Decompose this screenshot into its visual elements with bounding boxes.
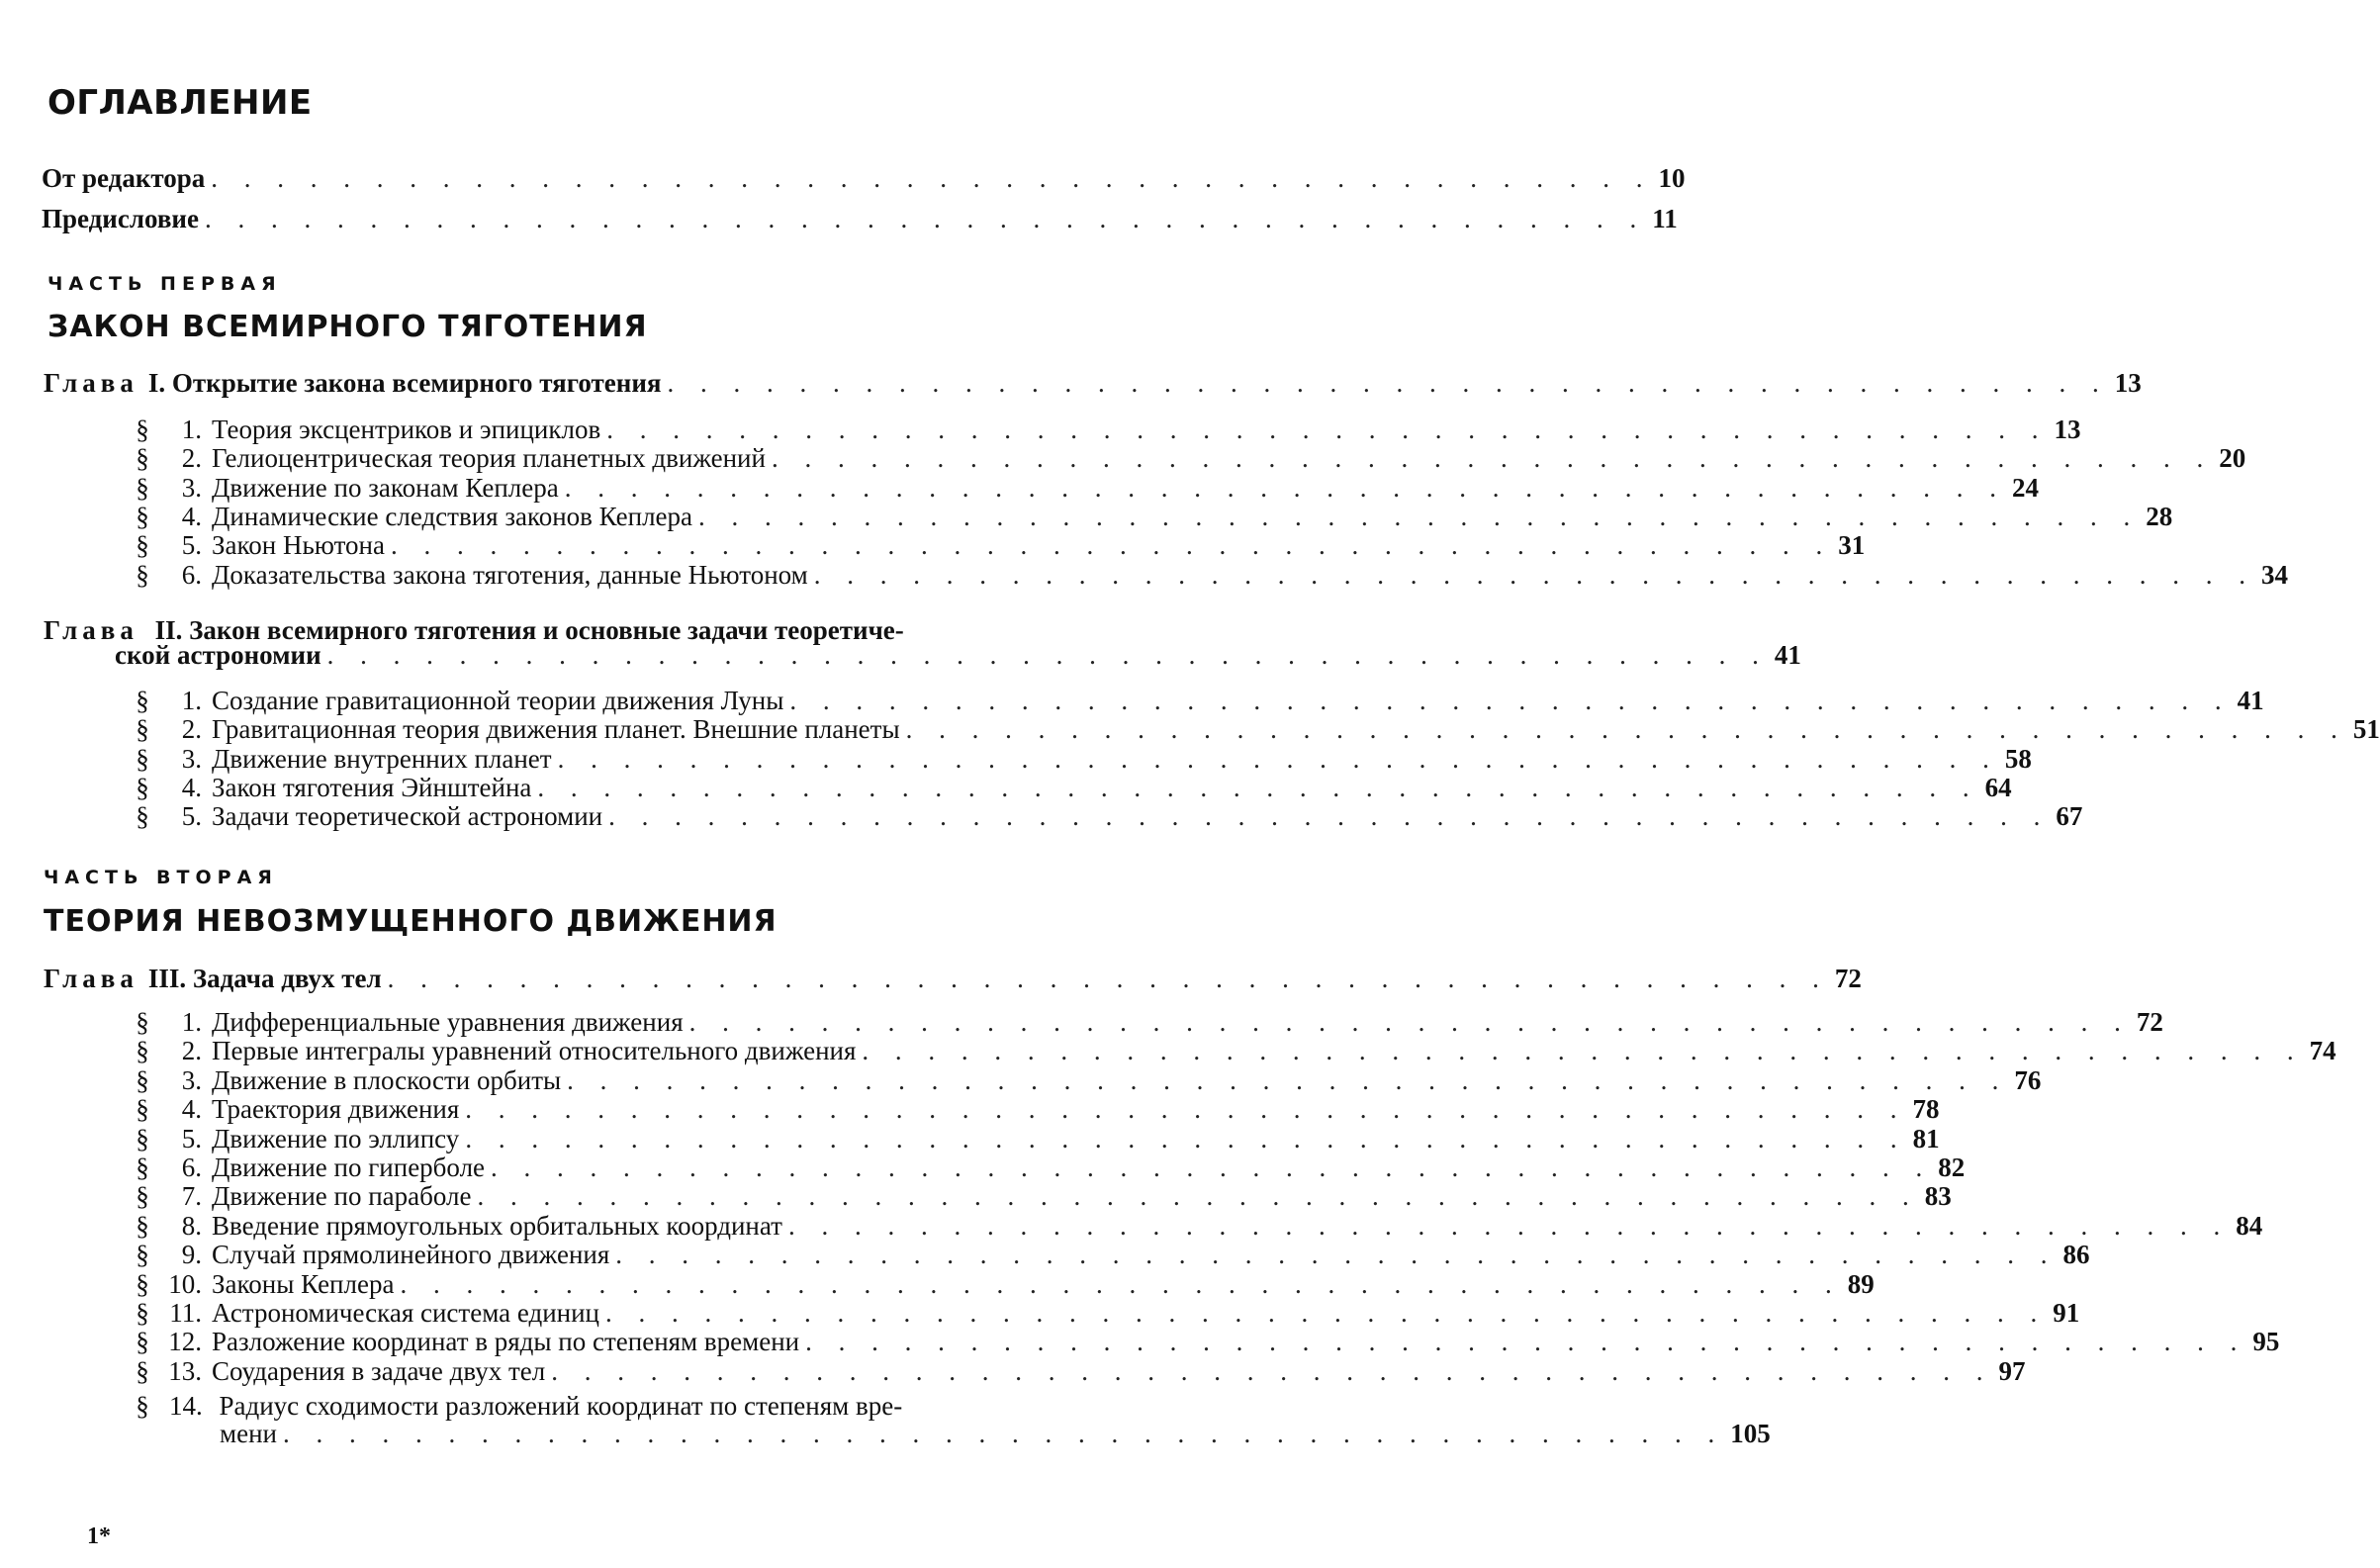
section-sign: § xyxy=(136,530,149,561)
section-title: Динамические следствия законов Кеплера xyxy=(212,501,693,531)
section-number: 13. xyxy=(168,1355,202,1386)
dot-leader: . . . . . . . . . . . . . . . . . . . . . . . . . . . . . . . . . . . . . . . . . . . . xyxy=(387,964,1829,993)
section-sign: § xyxy=(136,1391,149,1421)
page-number: 28 xyxy=(2146,501,2173,531)
section-sign: § xyxy=(136,1268,149,1299)
part-label: ЧАСТЬ ПЕРВАЯ xyxy=(47,273,282,295)
section-sign: § xyxy=(136,415,149,444)
section-title: Движение по параболе xyxy=(212,1181,472,1212)
dot-leader: . . . . . . . . . . . . . . . . . . . . . . . . . . . . . . . . . . . . . . . . . . . . xyxy=(564,472,2006,503)
section-sign: § xyxy=(136,1036,149,1066)
dot-leader: . . . . . . . . . . . . . . . . . . . . . . . . . . . . . . . . . . . . . . . . . . . . xyxy=(491,1153,1933,1182)
page-number: 13 xyxy=(2054,415,2081,444)
section-number: 5. xyxy=(181,1123,202,1153)
section-sign: § xyxy=(136,686,149,715)
section-title: Закон тяготения Эйнштейна xyxy=(212,772,532,802)
toc-entry-editor[interactable] xyxy=(42,161,1686,195)
section-title: Задачи теоретической астрономии xyxy=(212,801,603,832)
chapter-title-line2: ской астрономии xyxy=(115,640,321,670)
section-number: 6. xyxy=(181,559,202,590)
page-number: 64 xyxy=(1984,772,2012,802)
section-number: 6. xyxy=(181,1153,202,1182)
section-title: Разложение координат в ряды по степеням времени xyxy=(212,1327,800,1357)
dot-leader: . . . . . . . . . . . . . . . . . . . . . . . . . . . . . . . . . . . . . . . . . . . . xyxy=(477,1181,1919,1212)
dot-leader: . . . . . . . . . . . . . . . . . . . . . . . . . . . . . . . . . . . . . . . . . . . . xyxy=(557,743,1999,774)
dot-leader: . . . . . . . . . . . . . . . . . . . . . . . . . . . . . . . . . . . . . . . . . . . . xyxy=(862,1036,2304,1066)
page-number: 83 xyxy=(1924,1181,1952,1212)
section-sign: § xyxy=(136,1327,149,1357)
page-number: 58 xyxy=(2004,743,2032,774)
page-number: 86 xyxy=(2062,1240,2090,1270)
dot-leader: . . . . . . . . . . . . . . . . . . . . . . . . . . . . . . . . . . . . . . . . . . . . xyxy=(771,443,2214,474)
section-number: 2. xyxy=(181,714,202,745)
section-title: Случай прямолинейного движения xyxy=(212,1240,610,1270)
section-title: Движение по гиперболе xyxy=(212,1153,486,1182)
page-number: 20 xyxy=(2219,443,2246,474)
section-title: Доказательства закона тяготения, данные Ньютоном xyxy=(212,559,808,590)
dot-leader: . . . . . . . . . . . . . . . . . . . . . . . . . . . . . . . . . . . . . . . . . . . . xyxy=(390,530,1833,561)
page-number: 67 xyxy=(2056,801,2083,832)
section-title: Движение в плоскости орбиты xyxy=(212,1064,562,1095)
dot-leader: . . . . . . . . . . . . . . . . . . . . . . . . . . . . . . . . . . . . . . . . . . . . xyxy=(698,501,2141,531)
dot-leader: . . . . . . . . . . . . . . . . . . . . . . . . . . . . . . . . . . . . . . . . . . . . xyxy=(211,163,1653,193)
chapter-label: Глава xyxy=(44,964,138,993)
toc-section[interactable] xyxy=(136,1354,2026,1388)
section-title: Закон Ньютона xyxy=(212,530,385,561)
section-number: 3. xyxy=(181,472,202,503)
dot-leader: . . . . . . . . . . . . . . . . . . . . . . . . . . . . . . . . . . . . . . . . . . . . xyxy=(551,1355,1993,1386)
page-number: 13 xyxy=(2114,368,2142,398)
page-number: 76 xyxy=(2014,1064,2042,1095)
section-title-line1: Радиус сходимости разложений координат по степеням вре- xyxy=(219,1391,903,1421)
section-sign: § xyxy=(136,1298,149,1328)
toc-chapter-2-line2[interactable] xyxy=(115,638,1801,672)
dot-leader: . . . . . . . . . . . . . . . . . . . . . . . . . . . . . . . . . . . . . . . . . . . . xyxy=(667,368,2109,398)
dot-leader: . . . . . . . . . . . . . . . . . . . . . . . . . . . . . . . . . . . . . . . . . . . . xyxy=(567,1064,2009,1095)
section-title: Гелиоцентрическая теория планетных движений xyxy=(212,443,766,474)
section-title: Траектория движения xyxy=(212,1094,460,1125)
page-number: 72 xyxy=(1834,964,1862,993)
section-sign: § xyxy=(136,472,149,503)
section-number: 4. xyxy=(181,772,202,802)
section-title: Соударения в задаче двух тел xyxy=(212,1355,546,1386)
section-sign: § xyxy=(136,772,149,802)
toc-entry-preface[interactable] xyxy=(42,202,1678,235)
dot-leader: . . . . . . . . . . . . . . . . . . . . . . . . . . . . . . . . . . . . . . . . . . . . xyxy=(805,1327,2247,1357)
page-number: 91 xyxy=(2053,1298,2080,1328)
chapter-label: Глава xyxy=(44,368,138,398)
section-sign: § xyxy=(136,1355,149,1386)
page-number: 74 xyxy=(2309,1036,2336,1066)
section-number: 2. xyxy=(181,1036,202,1066)
chapter-title-line1: II. Закон всемирного тяготения и основные задачи теоретиче- xyxy=(154,615,904,645)
entry-title: Предисловие xyxy=(42,204,199,233)
section-sign: § xyxy=(136,1123,149,1153)
toc-section-14-line2[interactable] xyxy=(220,1417,1771,1450)
section-sign: § xyxy=(136,1181,149,1212)
toc-chapter-1[interactable] xyxy=(44,366,2142,400)
part-title: ЗАКОН ВСЕМИРНОГО ТЯГОТЕНИЯ xyxy=(47,310,648,344)
dot-leader: . . . . . . . . . . . . . . . . . . . . . . . . . . . . . . . . . . . . . . . . . . . . xyxy=(615,1240,2058,1270)
signature-mark: 1* xyxy=(87,1523,111,1549)
section-number: 4. xyxy=(181,1094,202,1125)
section-number: 3. xyxy=(181,1064,202,1095)
section-sign: § xyxy=(136,1153,149,1182)
page-number: 34 xyxy=(2260,559,2288,590)
dot-leader: . . . . . . . . . . . . . . . . . . . . . . . . . . . . . . . . . . . . . . . . . . . . xyxy=(688,1007,2131,1037)
entry-title: От редактора xyxy=(42,163,206,193)
dot-leader: . . . . . . . . . . . . . . . . . . . . . . . . . . . . . . . . . . . . . . . . . . . . xyxy=(813,559,2255,590)
page-number: 41 xyxy=(2237,686,2264,715)
part-title: ТЕОРИЯ НЕВОЗМУЩЕННОГО ДВИЖЕНИЯ xyxy=(44,904,778,939)
section-number: 3. xyxy=(181,743,202,774)
section-sign: § xyxy=(136,1094,149,1125)
page-number: 10 xyxy=(1658,163,1686,193)
toc-section[interactable] xyxy=(136,799,2083,833)
dot-leader: . . . . . . . . . . . . . . . . . . . . . . . . . . . . . . . . . . . . . . . . . . . . xyxy=(465,1123,1907,1153)
dot-leader: . . . . . . . . . . . . . . . . . . . . . . . . . . . . . . . . . . . . . . . . . . . . xyxy=(787,1210,2231,1241)
section-title-line2: мени xyxy=(220,1419,277,1448)
section-lead xyxy=(136,799,212,833)
section-title: Введение прямоугольных орбитальных координат xyxy=(212,1210,782,1241)
page-number: 82 xyxy=(1938,1153,1966,1182)
section-sign: § xyxy=(136,1007,149,1037)
dot-leader: . . . . . . . . . . . . . . . . . . . . . . . . . . . . . . . . . . . . . . . . . . . . xyxy=(606,415,2049,444)
dot-leader: . . . . . . . . . . . . . . . . . . . . . . . . . . . . . . . . . . . . . . . . . . . . xyxy=(537,772,1979,802)
chapter-label: Глава xyxy=(44,615,138,645)
page-number: 97 xyxy=(1998,1355,2026,1386)
toc-section[interactable] xyxy=(136,558,2288,592)
dot-leader: . . . . . . . . . . . . . . . . . . . . . . . . . . . . . . . . . . . . . . . . . . . . xyxy=(605,1298,2048,1328)
section-title: Движение по эллипсу xyxy=(212,1123,460,1153)
section-title: Законы Кеплера xyxy=(212,1268,395,1299)
section-sign: § xyxy=(136,801,149,832)
section-title: Движение по законам Кеплера xyxy=(212,472,559,503)
chapter-title: III. Задача двух тел xyxy=(147,964,382,993)
page-number: 41 xyxy=(1774,640,1801,670)
section-lead xyxy=(136,1354,212,1388)
section-lead xyxy=(136,558,212,592)
page-number: 24 xyxy=(2012,472,2039,503)
section-number: 1. xyxy=(181,1007,202,1037)
dot-leader: . . . . . . . . . . . . . . . . . . . . . . . . . . . . . . . . . . . . . . . . . . . . xyxy=(905,714,2347,745)
toc-chapter-3[interactable] xyxy=(44,962,1862,995)
section-number: 5. xyxy=(181,530,202,561)
dot-leader: . . . . . . . . . . . . . . . . . . . . . . . . . . . . . . . . . . . . . . . . . . . . xyxy=(400,1268,1842,1299)
page-number: 51 xyxy=(2352,714,2380,745)
section-number: 1. xyxy=(181,415,202,444)
dot-leader: . . . . . . . . . . . . . . . . . . . . . . . . . . . . . . . . . . . . . . . . . . . . xyxy=(789,686,2232,715)
section-number: 5. xyxy=(181,801,202,832)
section-number: 8. xyxy=(181,1210,202,1241)
page-number: 84 xyxy=(2236,1210,2263,1241)
section-title: Первые интегралы уравнений относительного движения xyxy=(212,1036,857,1066)
dot-leader: . . . . . . . . . . . . . . . . . . . . . . . . . . . . . . . . . . . . . . . . . . . . xyxy=(282,1419,1725,1448)
section-sign: § xyxy=(136,559,149,590)
dot-leader: . . . . . . . . . . . . . . . . . . . . . . . . . . . . . . . . . . . . . . . . . . . . xyxy=(465,1094,1907,1125)
section-number: 10. xyxy=(168,1268,202,1299)
section-title: Астрономическая система единиц xyxy=(212,1298,599,1328)
section-number: 9. xyxy=(181,1240,202,1270)
section-title: Гравитационная теория движения планет. Внешние планеты xyxy=(212,714,900,745)
section-sign: § xyxy=(136,714,149,745)
chapter-title: I. Открытие закона всемирного тяготения xyxy=(147,368,662,398)
dot-leader: . . . . . . . . . . . . . . . . . . . . . . . . . . . . . . . . . . . . . . . . . . . . xyxy=(608,801,2051,832)
section-sign: § xyxy=(136,1210,149,1241)
page-number: 31 xyxy=(1838,530,1866,561)
page-number: 81 xyxy=(1912,1123,1940,1153)
section-sign: § xyxy=(136,1240,149,1270)
page-number: 11 xyxy=(1652,204,1678,233)
page-number: 95 xyxy=(2252,1327,2280,1357)
section-number: 4. xyxy=(181,501,202,531)
dot-leader: . . . . . . . . . . . . . . . . . . . . . . . . . . . . . . . . . . . . . . . . . . . . xyxy=(204,204,1647,233)
part-label: ЧАСТЬ ВТОРАЯ xyxy=(44,867,278,888)
section-title: Создание гравитационной теории движения Луны xyxy=(212,686,784,715)
section-title: Теория эксцентриков и эпициклов xyxy=(212,415,601,444)
dot-leader: . . . . . . . . . . . . . . . . . . . . . . . . . . . . . . . . . . . . . . . . . . . . xyxy=(326,640,1769,670)
section-number: 1. xyxy=(181,686,202,715)
section-sign: § xyxy=(136,1064,149,1095)
section-title: Дифференциальные уравнения движения xyxy=(212,1007,684,1037)
section-sign: § xyxy=(136,501,149,531)
page-number: 105 xyxy=(1730,1419,1771,1448)
page-number: 72 xyxy=(2136,1007,2163,1037)
section-sign: § xyxy=(136,443,149,474)
section-number: 2. xyxy=(181,443,202,474)
section-number: 11. xyxy=(169,1298,202,1328)
section-number: 7. xyxy=(181,1181,202,1212)
page-number: 78 xyxy=(1912,1094,1940,1125)
page-heading: ОГЛАВЛЕНИЕ xyxy=(47,83,313,123)
section-number: 12. xyxy=(168,1327,202,1357)
section-number: 14. xyxy=(169,1391,203,1421)
section-title: Движение внутренних планет xyxy=(212,743,552,774)
section-sign: § xyxy=(136,743,149,774)
page-number: 89 xyxy=(1847,1268,1875,1299)
